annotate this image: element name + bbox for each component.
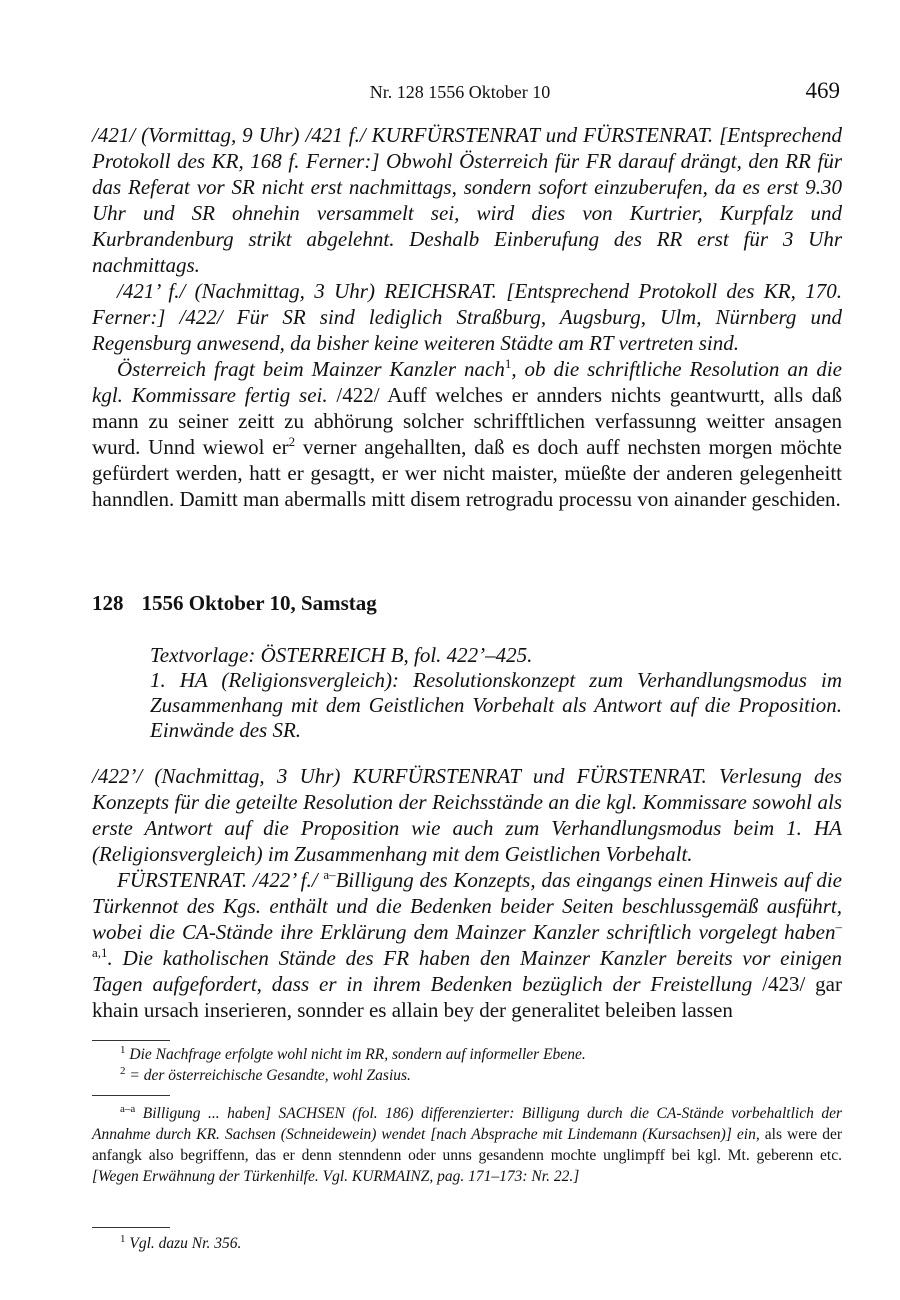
- page-number: 469: [805, 78, 840, 103]
- textnote-mark: a–a: [120, 1102, 136, 1115]
- textnote: [92, 1103, 842, 1187]
- document-summary: 1. HA (Religionsvergleich): Resolutionskonzept zum Verhandlungsmodus im Zusammenhang mit dem Geistlichen Vorbehalt als Antwort auf die Proposition. Einwände des SR.: [150, 668, 842, 742]
- summary-text: . Die katholischen Stände des FR haben den Mainzer Kanzler bereits vor einigen Tagen aufgefordert, dass er in ihrem Bedenken bezüglich der Freistellung: [92, 946, 842, 996]
- document-text: [92, 763, 842, 1023]
- footnote-number: 1: [120, 1232, 126, 1245]
- previous-document-text: [92, 122, 842, 512]
- footnote-text: Die Nachfrage erfolgte wohl nicht im RR, sondern auf informeller Ebene.: [129, 1046, 586, 1063]
- summary-text: FÜRSTENRAT. /422’ f./: [117, 868, 324, 892]
- quoted-source-text: gar khain ursach inserieren, sonnder es allain bey der generalitet beleiben lassen: [92, 972, 842, 1022]
- textnote-ref[interactable]: a–: [323, 867, 336, 882]
- textnote-ref[interactable]: –a,1: [92, 919, 842, 960]
- paragraph-fuerstenrat: [92, 867, 842, 1023]
- textnote-divider: [92, 1095, 170, 1096]
- footnote-ref[interactable]: 1: [504, 356, 512, 371]
- footnote-number: 2: [120, 1064, 126, 1077]
- summary-text: Billigung des Konzepts, das eingangs einen Hinweis auf die Türkennot des Kgs. enthält und die Bedenken beider Seiten beschlussgemäß ausführt, wobei die CA-Stände ihre Erklärung dem Mainzer Kanzler schriftlich vorgelegt haben: [92, 868, 843, 944]
- paragraph-austria-question: [92, 356, 842, 512]
- textnote-italic: Billigung ... haben] SACHSEN (fol. 186) differenzierter: Billigung durch die CA-Stände vorbehaltlich der Annahme durch KR. Sachsen (Schneidewein) wendet [nach Absprache mit Lindemann (Kursachsen)] ein,: [92, 1105, 842, 1143]
- footnote-divider: [92, 1227, 170, 1228]
- footnote: [92, 1044, 842, 1065]
- footnotes-previous: [92, 1044, 842, 1086]
- footnote-number: 1: [120, 1043, 126, 1056]
- quoted-source-text: verner angehallten, daß es doch auff nechsten morgen möchte gefürdert werden, hatt er gesagtt, er wer nicht maister, müeßte der anderen gelegenheitt hanndlen. Damitt man abermalls mitt disem retrogradu processu von ainander geschiden.: [92, 435, 842, 511]
- paragraph-reichsrat: /421’ f./ (Nachmittag, 3 Uhr) REICHSRAT. [Entsprechend Protokoll des KR, 170. Ferner:] /422/ Für SR sind lediglich Straßburg, Augsburg, Ulm, Nürnberg und Regensburg anwesend, da bisher keine weiteren Städte am RT vertreten sind.: [92, 279, 842, 355]
- document-heading: [92, 591, 395, 616]
- source-line: Textvorlage: ÖSTERREICH B, fol. 422’–425.: [150, 643, 533, 667]
- footnote-text: = der österreichische Gesandte, wohl Zasius.: [129, 1067, 411, 1084]
- textnotes: [92, 1103, 842, 1187]
- document-number: 128: [92, 591, 124, 615]
- document-date: 1556 Oktober 10, Samstag: [141, 591, 377, 615]
- source-block: [150, 643, 842, 743]
- textnote-quote: als were der anfangk also begriffenn, das er denn stenndenn oder unns gesandenn mochte unglimpff bei kgl. Mt. geberenn etc.: [92, 1126, 843, 1164]
- footnote: [92, 1065, 842, 1086]
- quoted-source-text: /422/ Auff welches er annders nichts geantwurtt, alls daß mann zu seiner zeitt zu abhörung solcher schrifftlichen verfassunng weitter ansagen wurd. Unnd wiewol er: [92, 383, 842, 459]
- paragraph-morning-session: /421/ (Vormittag, 9 Uhr) /421 f./ KURFÜRSTENRAT und FÜRSTENRAT. [Entsprechend Protokoll des KR, 168 f. Ferner:] Obwohl Österreich für FR darauf drängt, den RR für das Referat vor SR nicht erst nachmittags, sondern sofort einzuberufen, da es erst 9.30 Uhr und SR ohnehin versammelt sei, wird dies von Kurtrier, Kurpfalz und Kurbrandenburg strikt abgelehnt. Deshalb Einberufung des RR erst für 3 Uhr nachmittags.: [92, 123, 842, 277]
- footnote-ref[interactable]: 2: [288, 434, 296, 449]
- footnote-divider: [92, 1040, 170, 1041]
- summary-text: Österreich fragt beim Mainzer Kanzler nach: [117, 357, 505, 381]
- folio-marker: /423/: [762, 972, 806, 996]
- textnote-italic: [Wegen Erwähnung der Türkenhilfe. Vgl. KURMAINZ, pag. 171–173: Nr. 22.]: [92, 1168, 580, 1185]
- paragraph-session-intro: /422’/ (Nachmittag, 3 Uhr) KURFÜRSTENRAT und FÜRSTENRAT. Verlesung des Konzepts für die geteilte Resolution der Reichsstände an die kgl. Kommissare sowohl als erste Antwort auf die Proposition wie auch zum Verhandlungsmodus beim 1. HA (Religionsvergleich) im Zusammenhang mit dem Geistlichen Vorbehalt.: [92, 764, 842, 866]
- footnote-text: Vgl. dazu Nr. 356.: [129, 1235, 242, 1252]
- summary-text: , ob die schriftliche Resolution an die kgl. Kommissare fertig sei.: [92, 357, 842, 407]
- footnotes-document: [92, 1233, 842, 1254]
- running-head: Nr. 128 1556 Oktober 10: [369, 82, 551, 102]
- page-header: [0, 78, 900, 108]
- footnote: [92, 1233, 842, 1254]
